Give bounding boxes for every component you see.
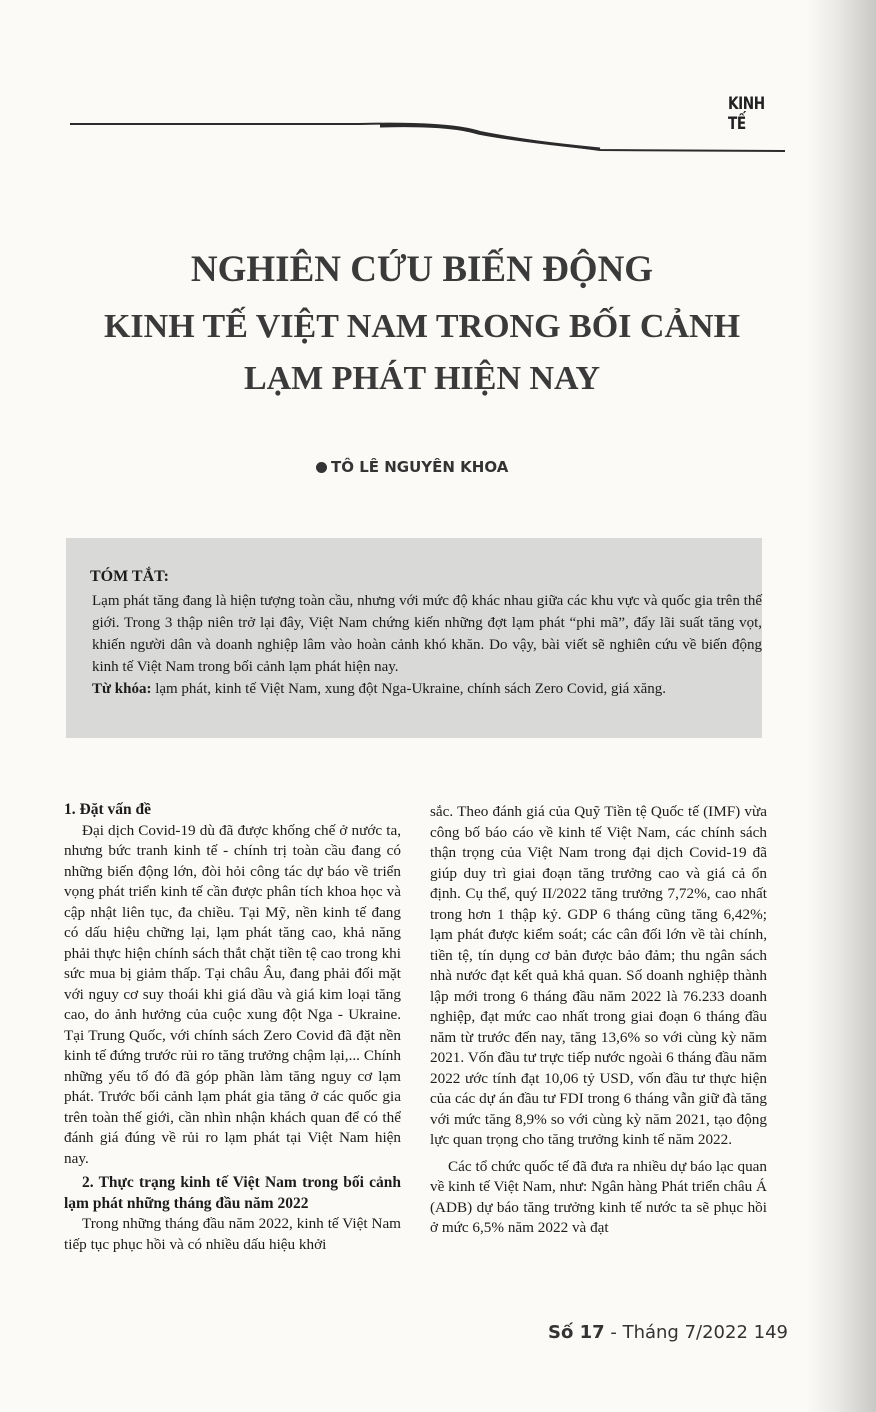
keywords-list: lạm phát, kinh tế Việt Nam, xung đột Nga-Ukraine, chính sách Zero Covid, giá xăng.	[151, 681, 666, 697]
section-2-heading: 2. Thực trạng kinh tế Việt Nam trong bối cảnh lạm phát những tháng đầu năm 2022	[64, 1174, 401, 1212]
author-name: TÔ LÊ NGUYÊN KHOA	[331, 458, 509, 476]
section-2-paragraph-start: Trong những tháng đầu năm 2022, kinh tế Việt Nam tiếp tục phục hồi và có nhiều dấu hiệu khởi	[64, 1215, 401, 1253]
continued-paragraph: sắc. Theo đánh giá của Quỹ Tiền tệ Quốc tế (IMF) vừa công bố báo cáo về kinh tế Việt Nam, các chính sách thận trọng của Việt Nam trong đại dịch Covid-19 đã giúp duy trì giai đoạn tăng trưởng cao và giá cả ổn định. Cụ thể, quý II/2022 tăng trưởng 7,72%, cao nhất trong hơn 1 thập kỷ. GDP 6 tháng cũng tăng 6,42%; lạm phát được kiểm soát; các cân đối lớn về tài chính, tiền tệ, tín dụng cơ bản được bảo đảm; thu ngân sách nhà nước đạt kết quả khả quan. Số doanh nghiệp thành lập mới trong 6 tháng đầu năm 2022 là 76.233 doanh nghiệp, đạt mức cao nhất trong giai đoạn 6 tháng đầu năm từ trước đến nay, tăng 13,6% so với cùng kỳ năm 2021. Vốn đầu tư trực tiếp nước ngoài 6 tháng đầu năm 2022 ước tính đạt 10,06 tỷ USD, vốn đầu tư thực hiện của các dự án đầu tư FDI trong 6 tháng vẫn giữ đà tăng với mức tăng 8,9% so với cùng kỳ năm 2021, tạo động lực quan trọng cho tăng trưởng kinh tế năm 2022.	[430, 803, 767, 1148]
page-footer	[548, 1322, 788, 1343]
article-title-line-3: LẠM PHÁT HIỆN NAY	[243, 360, 601, 397]
abstract-heading: TÓM TẮT:	[90, 568, 169, 585]
author-byline	[316, 458, 508, 476]
article-title-line-2: KINH TẾ VIỆT NAM TRONG BỐI CẢNH	[103, 308, 741, 345]
issue-date: - Tháng 7/2022	[604, 1322, 748, 1343]
section-1-heading: 1. Đặt vấn đề	[64, 801, 151, 818]
abstract-body: Lạm phát tăng đang là hiện tượng toàn cầu, nhưng với mức độ khác nhau giữa các khu vực và quốc gia trên thế giới. Trong 3 thập niên trở lại đây, Việt Nam chứng kiến những đợt lạm phát “phi mã”, đẩy lãi suất tăng vọt, khiến người dân và doanh nghiệp lâm vào hoàn cảnh khó khăn. Do vậy, bài viết sẽ nghiên cứu về biến động kinh tế Việt Nam trong bối cảnh lạm phát hiện nay.	[92, 593, 762, 675]
page-edge-shadow	[806, 0, 876, 1412]
header-rule	[0, 116, 800, 156]
bullet-dot-icon	[316, 462, 327, 473]
page-number: 149	[753, 1322, 789, 1343]
body-column-right	[430, 802, 767, 1239]
body-column-left	[64, 800, 401, 1255]
issue-number: Số 17	[548, 1322, 605, 1343]
abstract-text	[92, 590, 762, 700]
section-tag: KINH TẾ	[728, 94, 765, 134]
forecast-paragraph: Các tổ chức quốc tế đã đưa ra nhiều dự báo lạc quan về kinh tế Việt Nam, như: Ngân hàng Phát triển châu Á (ADB) dự báo tăng trưởng kinh tế nước ta sẽ phục hồi ở mức 6,5% năm 2022 và đạt	[430, 1157, 767, 1236]
abstract-box	[66, 538, 762, 738]
keywords-label: Từ khóa:	[92, 681, 152, 697]
article-title-line-1: NGHIÊN CỨU BIẾN ĐỘNG	[190, 249, 654, 290]
section-1-paragraph: Đại dịch Covid-19 dù đã được khống chế ở nước ta, nhưng bức tranh kinh tế - chính trị toàn cầu đang có những biến động lớn, đòi hỏi công tác dự báo về triển vọng phát triển kinh tế cần được phân tích khoa học và cập nhật liên tục, đa chiều. Tại Mỹ, nền kinh tế đang có dấu hiệu chững lại, lạm phát tăng cao, khả năng phải thực hiện chính sách thắt chặt tiền tệ cao trong khi sức mua bị giảm thấp. Tại châu Âu, đang phải đối mặt với nguy cơ suy thoái khi giá dầu và giá kim loại tăng cao, do ảnh hưởng của cuộc xung đột Nga - Ukraine. Tại Trung Quốc, với chính sách Zero Covid đã đặt nền kinh tế đứng trước rủi ro tăng trưởng chậm lại,... Chính những yếu tố đó đã góp phần làm tăng nguy cơ lạm phát. Trước bối cảnh lạm phát gia tăng ở các quốc gia trên toàn thế giới, cần nhìn nhận khách quan để có thể đánh giá đúng về rủi ro lạm phát tại Việt Nam hiện nay.	[64, 821, 401, 1167]
